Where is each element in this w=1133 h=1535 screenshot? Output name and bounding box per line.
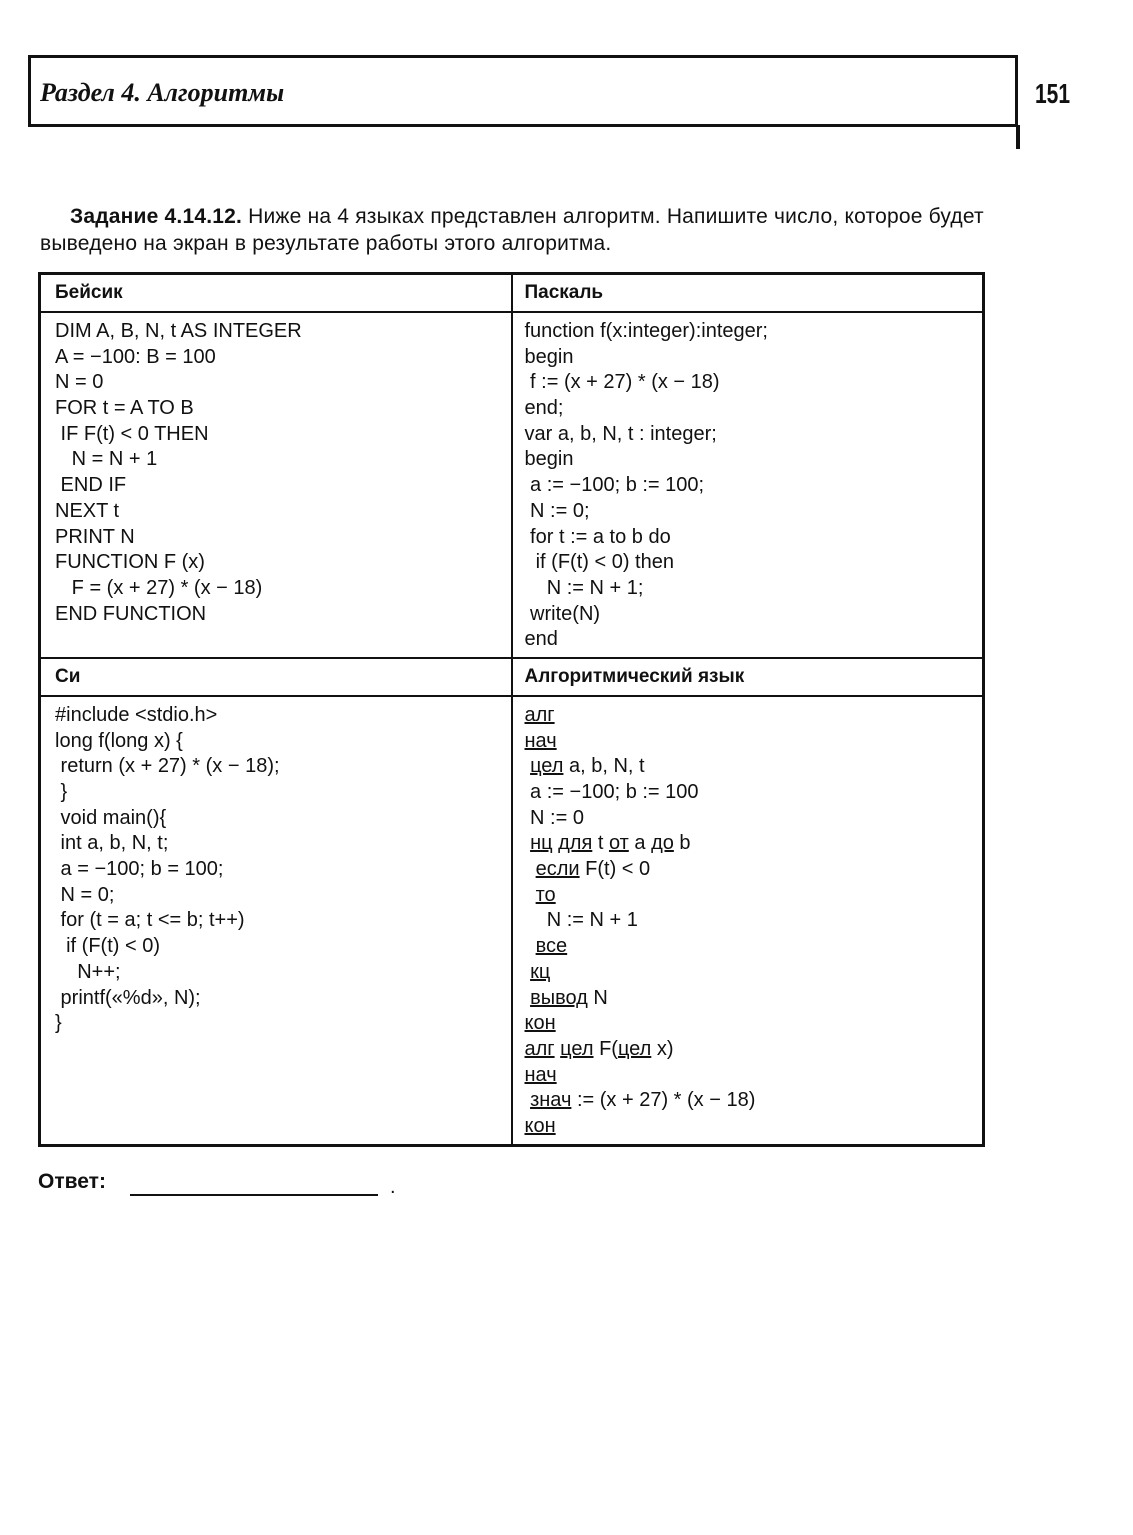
header-divider (1016, 125, 1020, 149)
basic-code-line: N = N + 1 (55, 448, 158, 471)
alg-code-line (525, 703, 983, 729)
alg-keyword: алг (524, 703, 555, 726)
alg-keyword: если (535, 858, 580, 881)
pascal-code-line: function f(x:integer):integer; (524, 320, 768, 342)
task-number: Задание 4.14.12. (70, 205, 243, 228)
pascal-title: Паскаль (524, 282, 604, 303)
pascal-code-line: begin (524, 448, 574, 471)
page-number: 151 (1035, 78, 1071, 109)
alg-code-text: t (592, 832, 609, 855)
alg-code-line (525, 1063, 983, 1089)
c-code (41, 697, 511, 1041)
c-code-line: #include <stdio.h> (55, 703, 218, 726)
alg-code-text: a (628, 832, 652, 855)
basic-code-line: DIM A, B, N, t AS INTEGER (55, 320, 302, 342)
pascal-code-line: write(N) (524, 602, 601, 625)
pascal-code-line: f := (x + 27) * (x − 18) (524, 371, 720, 394)
alg-code-line (525, 908, 983, 934)
alg-code-line (525, 780, 983, 806)
alg-code-text: F( (593, 1037, 618, 1060)
pascal-code-line: end (524, 628, 558, 651)
alg-keyword: нц (530, 832, 553, 855)
alg-code-line (525, 729, 983, 755)
alg-code-text (525, 935, 536, 957)
basic-code-line: N = 0 (55, 371, 104, 394)
alg-keyword: вывод (530, 986, 588, 1009)
alg-code-text: N := 0 (524, 806, 584, 829)
pascal-code (513, 313, 983, 657)
c-code-line: N++; (55, 960, 121, 983)
basic-code-line: FOR t = A TO B (55, 397, 194, 420)
alg-keyword: алг (524, 1037, 555, 1060)
alg-code-cell (512, 696, 984, 1145)
alg-code-line (525, 1037, 983, 1063)
alg-code-line (525, 934, 983, 960)
alg-code-text (525, 858, 536, 880)
alg-code-line (525, 1114, 983, 1140)
alg-code-line (525, 831, 983, 857)
alg-keyword: цел (530, 755, 564, 778)
c-code-line: void main(){ (55, 806, 167, 829)
c-code-line: long f(long x) { (55, 729, 183, 752)
alg-code-text: b (673, 832, 691, 855)
pascal-code-line: var a, b, N, t : integer; (524, 422, 717, 445)
pascal-code-line: end; (524, 397, 564, 420)
basic-code-line: FUNCTION F (x) (55, 551, 205, 574)
c-code-cell (40, 696, 512, 1145)
alg-keyword: нач (524, 729, 557, 752)
alg-code-line (525, 857, 983, 883)
alg-code-text: a := −100; b := 100 (524, 781, 699, 803)
c-code-line: N = 0; (55, 883, 115, 906)
alg-header-cell (512, 658, 984, 696)
basic-code-line: PRINT N (55, 525, 135, 548)
c-code-line: int a, b, N, t; (55, 832, 169, 855)
alg-keyword: для (558, 832, 593, 855)
alg-title: Алгоритмический язык (524, 665, 745, 687)
alg-keyword: цел (560, 1037, 594, 1060)
c-code-line: if (F(t) < 0) (55, 935, 160, 958)
alg-keyword: от (608, 832, 629, 855)
alg-code-text: F(t) < 0 (579, 858, 651, 881)
alg-keyword: кон (524, 1114, 556, 1137)
alg-code-line (525, 1088, 983, 1114)
c-code-line: a = −100; b = 100; (55, 858, 224, 881)
pascal-code-line: for t := a to b do (524, 525, 671, 548)
pascal-code-cell (512, 312, 984, 658)
pascal-code-line: N := 0; (524, 499, 590, 522)
basic-code-line: A = −100: B = 100 (55, 345, 216, 368)
basic-code-line: END FUNCTION (55, 602, 207, 625)
pascal-header-cell (512, 274, 984, 313)
alg-code-line (525, 806, 983, 832)
alg-keyword: кон (524, 1012, 556, 1035)
task-text: Ниже на 4 языках представлен алгоритм. Напишите число, которое будет выведено на экран в результате работы этого алгоритма. (40, 205, 984, 255)
alg-keyword: цел (617, 1037, 652, 1060)
answer-field[interactable] (130, 1194, 378, 1196)
answer-label: Ответ: (38, 1170, 106, 1193)
alg-code-line (525, 883, 983, 909)
c-code-line: return (x + 27) * (x − 18); (55, 755, 280, 778)
basic-code (41, 313, 511, 631)
pascal-code-line: a := −100; b := 100; (524, 474, 705, 497)
basic-code-line: NEXT t (55, 499, 120, 522)
basic-header-cell (40, 274, 512, 313)
alg-code-text (525, 884, 536, 906)
algorithm-table (38, 272, 985, 1147)
basic-title: Бейсик (55, 282, 123, 303)
section-title: Раздел 4. Алгоритмы (40, 78, 285, 107)
alg-keyword: до (651, 832, 674, 855)
c-header-cell (40, 658, 512, 696)
alg-code-text: N := N + 1 (524, 909, 638, 932)
c-code-line: } (55, 781, 68, 803)
alg-code-text: a, b, N, t (563, 755, 645, 778)
c-code-line: printf(«%d», N); (55, 986, 201, 1009)
c-code-line: } (55, 1012, 62, 1035)
basic-code-cell (40, 312, 512, 658)
basic-code-line: END IF (55, 474, 127, 497)
c-code-line: for (t = a; t <= b; t++) (55, 909, 245, 932)
alg-code (513, 697, 983, 1144)
alg-code-line (525, 960, 983, 986)
basic-code-line: IF F(t) < 0 THEN (55, 422, 209, 445)
alg-keyword: кц (530, 960, 551, 983)
alg-code-text: x) (651, 1037, 674, 1060)
pascal-code-line: if (F(t) < 0) then (524, 551, 674, 574)
answer-period: . (390, 1176, 396, 1198)
pascal-code-line: N := N + 1; (524, 576, 644, 599)
alg-keyword: нач (524, 1063, 557, 1086)
alg-code-text: N (587, 986, 608, 1009)
alg-code-line (525, 986, 983, 1012)
c-title: Си (55, 665, 81, 687)
alg-code-line (525, 1011, 983, 1037)
alg-keyword: то (535, 883, 556, 906)
alg-keyword: все (535, 935, 568, 958)
alg-code-line (525, 754, 983, 780)
pascal-code-line: begin (524, 345, 574, 368)
basic-code-line: F = (x + 27) * (x − 18) (55, 576, 263, 599)
task-statement (40, 203, 1000, 257)
alg-keyword: знач (530, 1089, 572, 1112)
alg-code-text: := (x + 27) * (x − 18) (571, 1089, 756, 1112)
